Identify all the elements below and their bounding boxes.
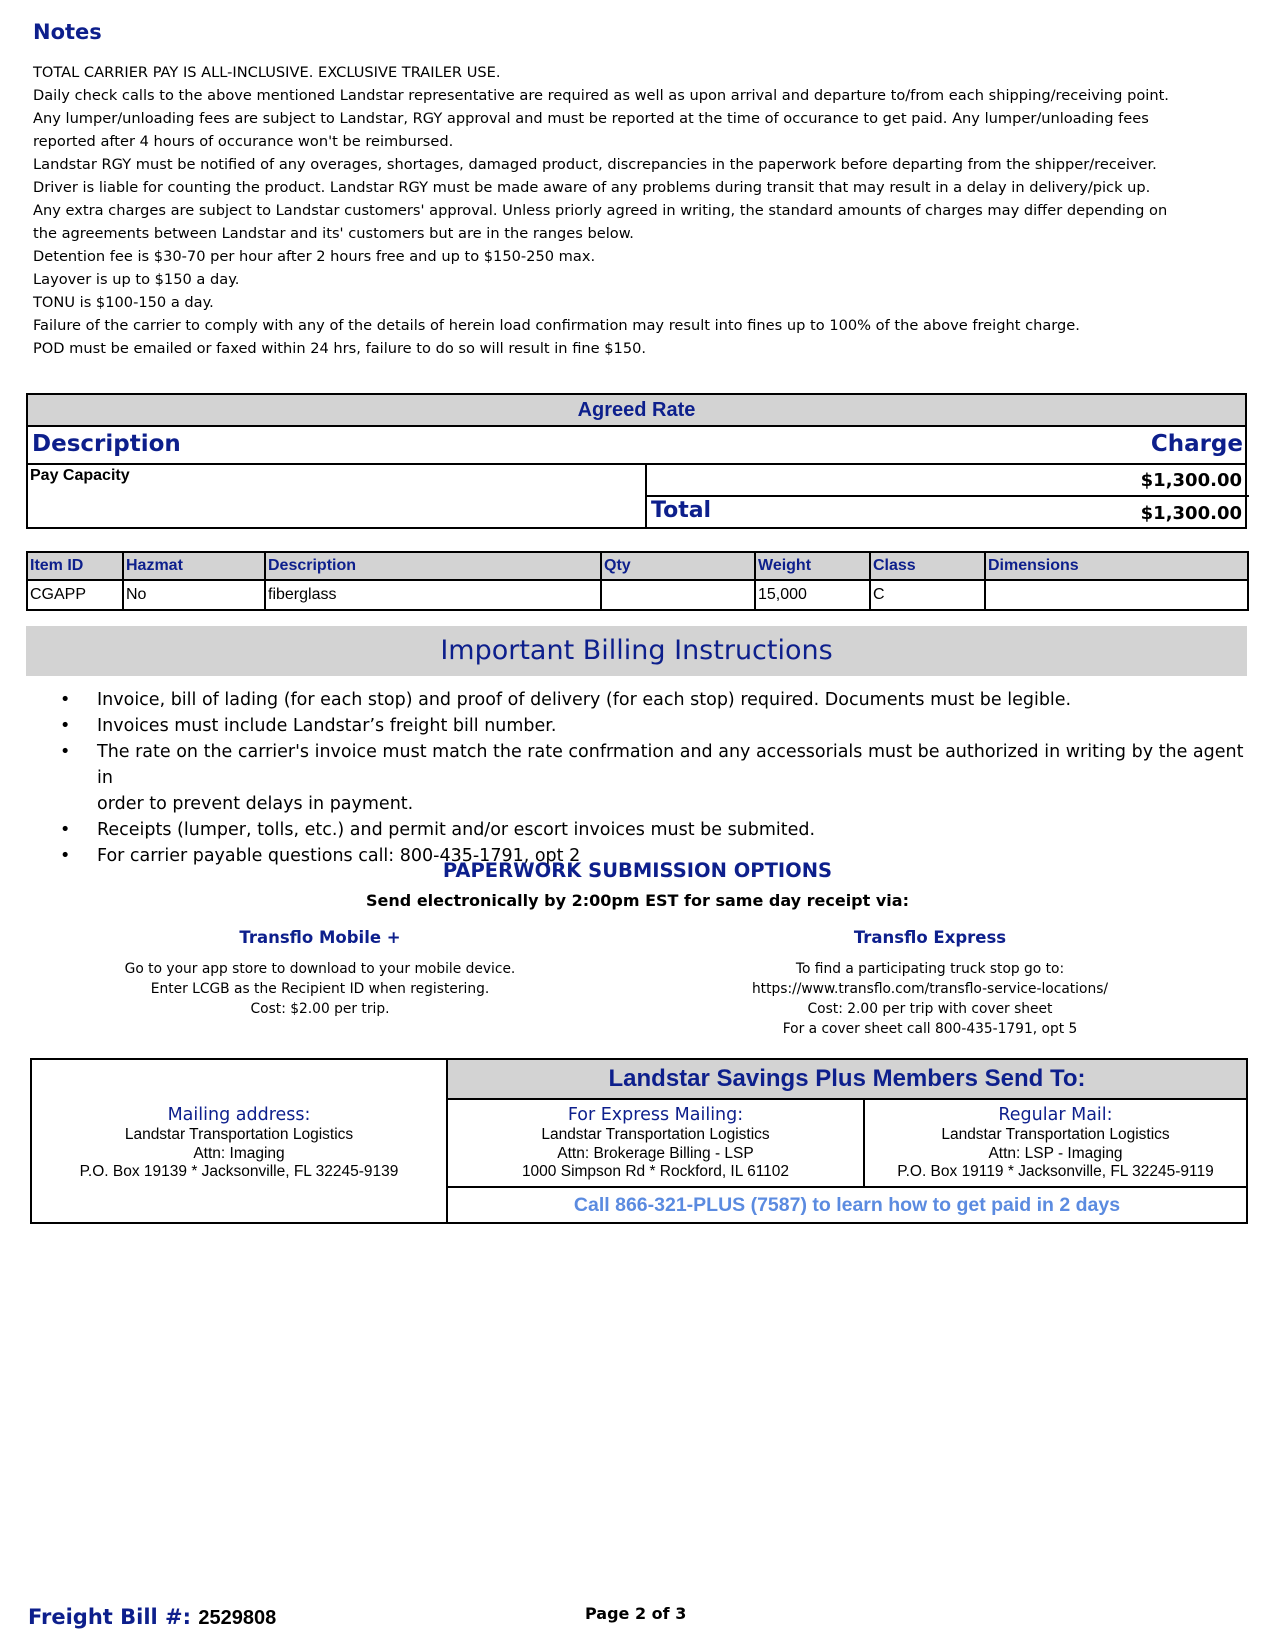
dimensions-cell xyxy=(985,580,1248,610)
billing-title: Important Billing Instructions xyxy=(26,626,1247,676)
regular-mail-title: Regular Mail: xyxy=(998,1105,1113,1125)
notes-line: Any extra charges are subject to Landstar customers' approval. Unless priorly agreed in writing, the standard amounts of charges may differ depending on xyxy=(33,202,1168,219)
class-cell: C xyxy=(870,580,985,610)
bullet-text: order to prevent delays in payment. xyxy=(97,794,414,814)
transflo-mobile-body xyxy=(60,959,580,1019)
items-table xyxy=(26,551,1249,611)
rate-divider xyxy=(645,495,1249,497)
list-item xyxy=(60,687,1250,713)
transflo-mobile-line: Cost: $2.00 per trip. xyxy=(250,1001,390,1017)
address-line: Attn: Imaging xyxy=(193,1144,285,1162)
transflo-express-link: https://www.transflo.com/transflo-service-locations/ xyxy=(751,981,1109,997)
notes-line: POD must be emailed or faxed within 24 hrs, failure to do so will result in fine $150. xyxy=(33,340,647,357)
paperwork-title: PAPERWORK SUBMISSION OPTIONS xyxy=(442,859,833,882)
bullet-text: For carrier payable questions call: 800-435-1791, opt 2 xyxy=(97,846,581,866)
address-line: Landstar Transportation Logistics xyxy=(541,1126,770,1143)
notes-line: Layover is up to $150 a day. xyxy=(33,271,240,288)
hazmat-header: Hazmat xyxy=(123,552,265,580)
qty-header: Qty xyxy=(601,552,755,580)
transflo-express-body xyxy=(660,959,1200,1039)
bullet-text: Receipts (lumper, tolls, etc.) and permit and/or escort invoices must be submited. xyxy=(97,820,816,840)
transflo-mobile-line: Enter LCGB as the Recipient ID when registering. xyxy=(150,981,490,997)
express-mailing-address xyxy=(448,1104,863,1182)
dimensions-header: Dimensions xyxy=(985,552,1248,580)
notes-title: Notes xyxy=(33,20,102,44)
item-description-header: Description xyxy=(265,552,601,580)
list-item xyxy=(60,739,1250,791)
notes-line: Failure of the carrier to comply with any of the details of herein load confirmation may result into fines up to 100% of the above freight charge. xyxy=(33,317,1080,334)
address-line: Landstar Transportation Logistics xyxy=(941,1126,1170,1143)
transflo-express-section xyxy=(660,928,1200,1039)
notes-line: Daily check calls to the above mentioned Landstar representative are required as well as upon arrival and departure to/from each shipping/receiving point. xyxy=(33,87,1169,104)
mailing-address-cell xyxy=(32,1060,448,1222)
agreed-rate-header-row xyxy=(28,427,1245,465)
freight-bill xyxy=(28,1605,276,1630)
agreed-rate-table xyxy=(26,393,1247,529)
address-box xyxy=(30,1058,1248,1224)
rate-divider xyxy=(26,463,643,465)
bullet-text: Invoices must include Landstar’s freight bill number. xyxy=(97,716,557,736)
qty-cell xyxy=(601,580,755,610)
weight-cell: 15,000 xyxy=(755,580,870,610)
regular-mail-address xyxy=(865,1104,1246,1182)
transflo-mobile-title: Transflo Mobile + xyxy=(239,928,401,947)
notes-line: TOTAL CARRIER PAY IS ALL-INCLUSIVE. EXCLUSIVE TRAILER USE. xyxy=(33,64,501,81)
total-amount: $1,300.00 xyxy=(1140,503,1242,524)
express-mailing-title: For Express Mailing: xyxy=(567,1105,744,1125)
item-id-header: Item ID xyxy=(27,552,123,580)
class-header: Class xyxy=(870,552,985,580)
notes-line: the agreements between Landstar and its' customers but are in the ranges below. xyxy=(33,225,634,242)
freight-bill-number: 2529808 xyxy=(198,1607,277,1629)
bullet-icon: • xyxy=(60,742,71,762)
notes-line: reported after 4 hours of occurance won't be reimbursed. xyxy=(33,133,454,150)
mailing-address-title: Mailing address: xyxy=(167,1105,311,1125)
hazmat-cell: No xyxy=(123,580,265,610)
transflo-express-line: For a cover sheet call 800-435-1791, opt 5 xyxy=(782,1021,1078,1037)
freight-bill-label: Freight Bill #: xyxy=(28,1605,192,1629)
notes-line: TONU is $100-150 a day. xyxy=(33,294,214,311)
transflo-express-title: Transflo Express xyxy=(853,928,1007,947)
mailing-address xyxy=(32,1104,446,1182)
savings-plus-title: Landstar Savings Plus Members Send To: xyxy=(448,1060,1246,1100)
address-line: Attn: LSP - Imaging xyxy=(988,1144,1123,1162)
item-description-cell: fiberglass xyxy=(265,580,601,610)
transflo-express-line: Cost: 2.00 per trip with cover sheet xyxy=(807,1001,1053,1017)
item-id-cell: CGAPP xyxy=(27,580,123,610)
bullet-icon: • xyxy=(60,820,71,840)
agreed-rate-title: Agreed Rate xyxy=(28,395,1245,427)
notes-line: Driver is liable for counting the product. Landstar RGY must be made aware of any problems during transit that may result in a delay in delivery/pick up. xyxy=(33,179,1151,196)
table-row xyxy=(27,580,1248,610)
line-description: Pay Capacity xyxy=(30,467,130,484)
notes-line: Landstar RGY must be notified of any overages, shortages, damaged product, discrepancies in the paperwork before departing from the shipper/receiver. xyxy=(33,156,1157,173)
list-item xyxy=(60,791,1250,817)
paperwork-subtitle: Send electronically by 2:00pm EST for same day receipt via: xyxy=(366,891,909,910)
address-line: 1000 Simpson Rd * Rockford, IL 61102 xyxy=(521,1163,790,1180)
address-line: P.O. Box 19119 * Jacksonville, FL 32245-9119 xyxy=(897,1163,1214,1180)
rate-divider xyxy=(645,465,647,529)
transflo-mobile-section xyxy=(60,928,580,1019)
transflo-mobile-line: Go to your app store to download to your mobile device. xyxy=(124,961,516,977)
list-item xyxy=(60,817,1250,843)
notes-body xyxy=(33,61,1248,360)
line-amount: $1,300.00 xyxy=(1140,470,1242,491)
weight-header: Weight xyxy=(755,552,870,580)
description-header: Description xyxy=(32,431,181,457)
bullet-icon: • xyxy=(60,716,71,736)
notes-line: Any lumper/unloading fees are subject to Landstar, RGY approval and must be reported at the time of occurance to get paid. Any lumper/unloading fees xyxy=(33,110,1149,127)
bullet-icon: • xyxy=(60,690,71,710)
items-header-row xyxy=(27,552,1248,580)
address-line: P.O. Box 19139 * Jacksonville, FL 32245-9139 xyxy=(79,1163,399,1180)
billing-bullets xyxy=(60,687,1250,869)
list-item xyxy=(60,713,1250,739)
address-line: Attn: Brokerage Billing - LSP xyxy=(557,1144,754,1162)
bullet-text: Invoice, bill of lading (for each stop) and proof of delivery (for each stop) required. Documents must be legible. xyxy=(97,690,1072,710)
transflo-express-line: To find a participating truck stop go to: xyxy=(795,961,1065,977)
bullet-icon: • xyxy=(60,846,71,866)
notes-line: Detention fee is $30-70 per hour after 2 hours free and up to $150-250 max. xyxy=(33,248,596,265)
call-to-action: Call 866-321-PLUS (7587) to learn how to get paid in 2 days xyxy=(573,1194,1121,1216)
total-label: Total xyxy=(651,498,712,523)
address-line: Landstar Transportation Logistics xyxy=(124,1126,354,1143)
bullet-text: The rate on the carrier's invoice must match the rate confrmation and any accessorials must be authorized in writing by the agent in xyxy=(97,742,1244,788)
charge-header: Charge xyxy=(1150,431,1243,457)
page-number: Page 2 of 3 xyxy=(585,1604,687,1623)
